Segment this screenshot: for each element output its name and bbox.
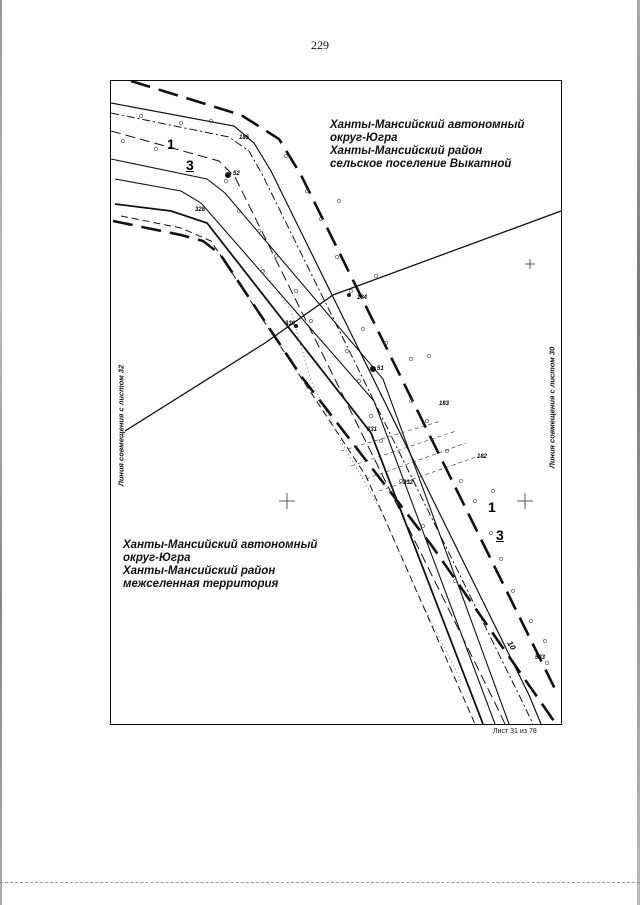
point-label: 51 <box>377 366 384 372</box>
corridor-line-1 <box>111 103 541 724</box>
region-label-interterritory <box>123 539 317 591</box>
point-label: 533 <box>535 655 546 661</box>
region-line: межселенная территория <box>123 578 279 590</box>
grid-crosses <box>279 259 535 509</box>
point-label: 52 <box>233 171 240 177</box>
corridor-line-2 <box>111 113 533 724</box>
map-drawing <box>111 81 561 724</box>
zone-number-3-bottom: 3 <box>496 527 504 543</box>
scan-edge-bottom <box>0 881 640 883</box>
corridor-line-4 <box>111 159 509 724</box>
region-line: округ-Югра <box>330 132 398 144</box>
point-label: 182 <box>477 454 488 460</box>
region-line: Ханты-Мансийский автономный <box>330 119 525 131</box>
region-label-settlement <box>330 119 524 171</box>
point-label: 328 <box>195 207 206 213</box>
region-line: Ханты-Мансийский автономный <box>123 539 318 551</box>
zone-number-1-top: 1 <box>167 136 175 152</box>
point-label: 183 <box>439 401 450 407</box>
edge-label-sheet-30: Линия совмещения с листом 30 <box>547 346 557 469</box>
region-line: Ханты-Мансийский район <box>330 145 483 157</box>
region-line: сельское поселение Выкатной <box>330 158 512 170</box>
corridor-line-3 <box>111 131 505 724</box>
point-marker-51 <box>370 366 376 372</box>
region-line: округ-Югра <box>123 552 191 564</box>
boundary-marker: 10 <box>505 639 518 652</box>
corridor-line-6 <box>115 204 483 724</box>
scan-edge-left <box>0 0 2 905</box>
corridor-line-7 <box>121 216 475 724</box>
point-marker-184 <box>347 293 351 297</box>
point-label: 332 <box>403 480 414 486</box>
point-label: 331 <box>367 427 378 433</box>
map-frame <box>110 80 562 725</box>
zone-number-1-bottom: 1 <box>488 499 496 515</box>
point-label: 185 <box>239 135 250 141</box>
point-marker-52 <box>225 172 231 178</box>
region-line: Ханты-Мансийский район <box>123 565 276 577</box>
point-label: 184 <box>357 295 368 301</box>
point-label: 330 <box>285 321 296 327</box>
sheet-label: Лист 31 из 78 <box>493 728 537 735</box>
zone-number-3-top: 3 <box>186 157 194 173</box>
edge-label-sheet-32: Линия совмещения с листом 32 <box>116 364 126 487</box>
boundary-outer-sw <box>113 221 556 724</box>
page-number: 229 <box>311 38 329 52</box>
